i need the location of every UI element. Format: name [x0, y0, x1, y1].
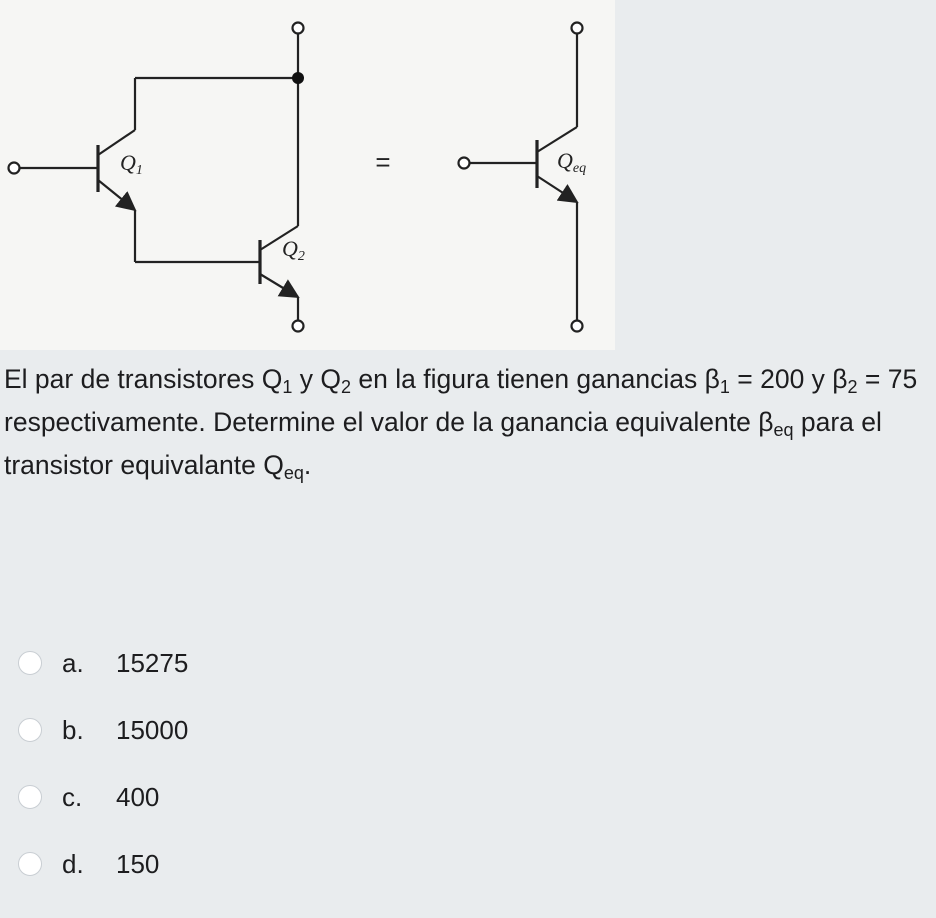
collector-terminal	[293, 23, 304, 34]
option-c[interactable]	[18, 772, 159, 822]
circuit-diagram	[0, 0, 615, 350]
qeq-base-terminal	[459, 158, 470, 169]
option-c-radio[interactable]	[18, 785, 42, 809]
option-d[interactable]	[18, 839, 159, 889]
option-d-value: 150	[116, 848, 160, 879]
option-a-radio[interactable]	[18, 651, 42, 675]
q2-label: Q2	[282, 236, 305, 264]
option-b[interactable]	[18, 705, 188, 755]
darlington-circuit-figure	[0, 0, 615, 350]
option-a[interactable]	[18, 638, 188, 688]
junction-dot	[292, 72, 304, 84]
equals-sign: =	[375, 147, 391, 177]
option-b-value: 15000	[116, 714, 189, 745]
qeq-label: Qeq	[557, 148, 587, 176]
option-b-letter: b.	[62, 714, 84, 745]
q1-base-terminal	[9, 163, 20, 174]
emitter-terminal	[293, 321, 304, 332]
option-d-letter: d.	[62, 848, 84, 879]
circuit-wires	[9, 23, 583, 332]
qeq-collector-terminal	[572, 23, 583, 34]
option-a-value: 15275	[116, 647, 189, 678]
qeq-emitter-terminal	[572, 321, 583, 332]
question-text: El par de transistores $Q_1$ y $Q_2$ en la figura tienen ganancias $\beta_1 = 200$ y $\beta_2 = 75$ respectivamente. Determine el valor de la ganancia equivalente $\beta_{eq}$ para el transistor equivalante $Q_{eq}$.	[4, 364, 918, 484]
option-b-radio[interactable]	[18, 718, 42, 742]
option-c-letter: c.	[62, 781, 83, 812]
q1-label: Q1	[120, 150, 143, 178]
option-d-radio[interactable]	[18, 852, 42, 876]
option-c-value: 400	[116, 781, 160, 812]
option-a-letter: a.	[62, 647, 84, 678]
